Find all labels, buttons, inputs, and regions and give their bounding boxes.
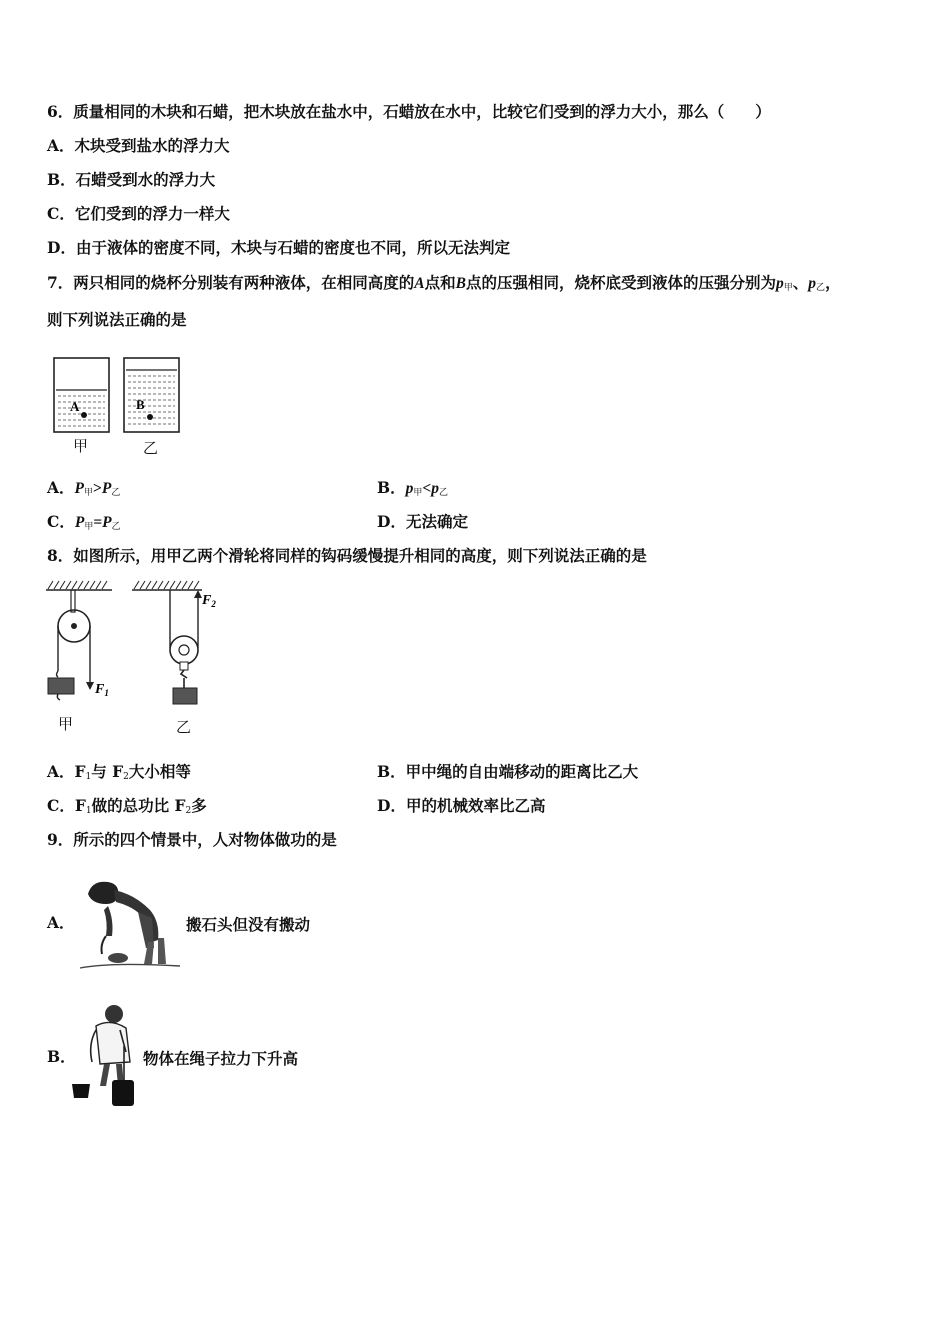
q7-option-b: B．$p_甲<p_乙$ bbox=[377, 478, 448, 498]
beaker-jia bbox=[54, 358, 109, 432]
q9-option-a-caption: 搬石头但没有搬动 bbox=[186, 915, 311, 934]
beaker-label-b: B bbox=[136, 397, 145, 412]
ceiling-right bbox=[132, 581, 202, 590]
q8-option-b: B．甲中绳的自由端移动的距离比乙大 bbox=[377, 762, 639, 781]
q8-option-a: A．$F_1$与 $F_2$大小相等 bbox=[47, 762, 191, 782]
beaker-yi bbox=[124, 358, 179, 432]
person-lifting-stone-illustration bbox=[78, 872, 186, 972]
beaker-caption-jia: 甲 bbox=[73, 437, 89, 455]
q7-option-d: D．无法确定 bbox=[377, 512, 468, 531]
q9-stem: 9．所示的四个情景中，人对物体做功的是 bbox=[47, 830, 337, 849]
q7-stem-line1: 7．两只相同的烧杯分别装有两种液体，在相同高度的A点和B点的压强相同，烧杯底受到液体的压强分别为$p_甲$、$p_乙$， bbox=[47, 273, 841, 293]
q6-option-d: D．由于液体的密度不同，木块与石蜡的密度也不同，所以无法判定 bbox=[47, 238, 510, 257]
q6-option-b: B．石蜡受到水的浮力大 bbox=[47, 170, 216, 189]
q7-option-a: A．$P_甲>P_乙$ bbox=[47, 478, 121, 498]
q9-option-b-prefix: B． bbox=[47, 1047, 76, 1066]
pulley-caption-jia: 甲 bbox=[58, 715, 74, 733]
q8-option-d: D．甲的机械效率比乙高 bbox=[377, 796, 546, 815]
person-lifting-bucket-illustration bbox=[68, 1000, 143, 1112]
q7-point-b: B bbox=[455, 275, 466, 292]
q6-option-c: C．它们受到的浮力一样大 bbox=[47, 204, 230, 223]
q7-stem-line2: 则下列说法正确的是 bbox=[47, 310, 187, 329]
movable-pulley bbox=[170, 590, 216, 704]
beaker-label-a: A bbox=[70, 399, 80, 414]
q9-option-b-caption: 物体在绳子拉力下升高 bbox=[143, 1049, 299, 1068]
ceiling-left bbox=[46, 581, 112, 590]
pulleys-figure bbox=[44, 578, 229, 708]
beaker-caption-yi: 乙 bbox=[143, 439, 159, 457]
q6-stem: 6．质量相同的木块和石蜡，把木块放在盐水中，石蜡放在水中，比较它们受到的浮力大小，那么（ ） bbox=[47, 102, 771, 121]
beakers-figure bbox=[48, 352, 188, 457]
pulley-caption-yi: 乙 bbox=[176, 718, 192, 736]
fixed-pulley bbox=[48, 590, 109, 700]
q7-point-a: A bbox=[414, 275, 425, 292]
q8-stem: 8．如图所示，用甲乙两个滑轮将同样的钩码缓慢提升相同的高度，则下列说法正确的是 bbox=[47, 546, 647, 565]
q8-option-c: C．$F_1$做的总功比 $F_2$多 bbox=[47, 796, 207, 816]
force-f1-label: $F_1$ bbox=[95, 682, 109, 698]
q9-option-a-prefix: A． bbox=[47, 913, 75, 932]
q7-option-c: C．$P_甲=P_乙$ bbox=[47, 512, 121, 532]
force-f2-label: $F_2$ bbox=[202, 593, 216, 609]
q6-option-a: A．木块受到盐水的浮力大 bbox=[47, 136, 230, 155]
